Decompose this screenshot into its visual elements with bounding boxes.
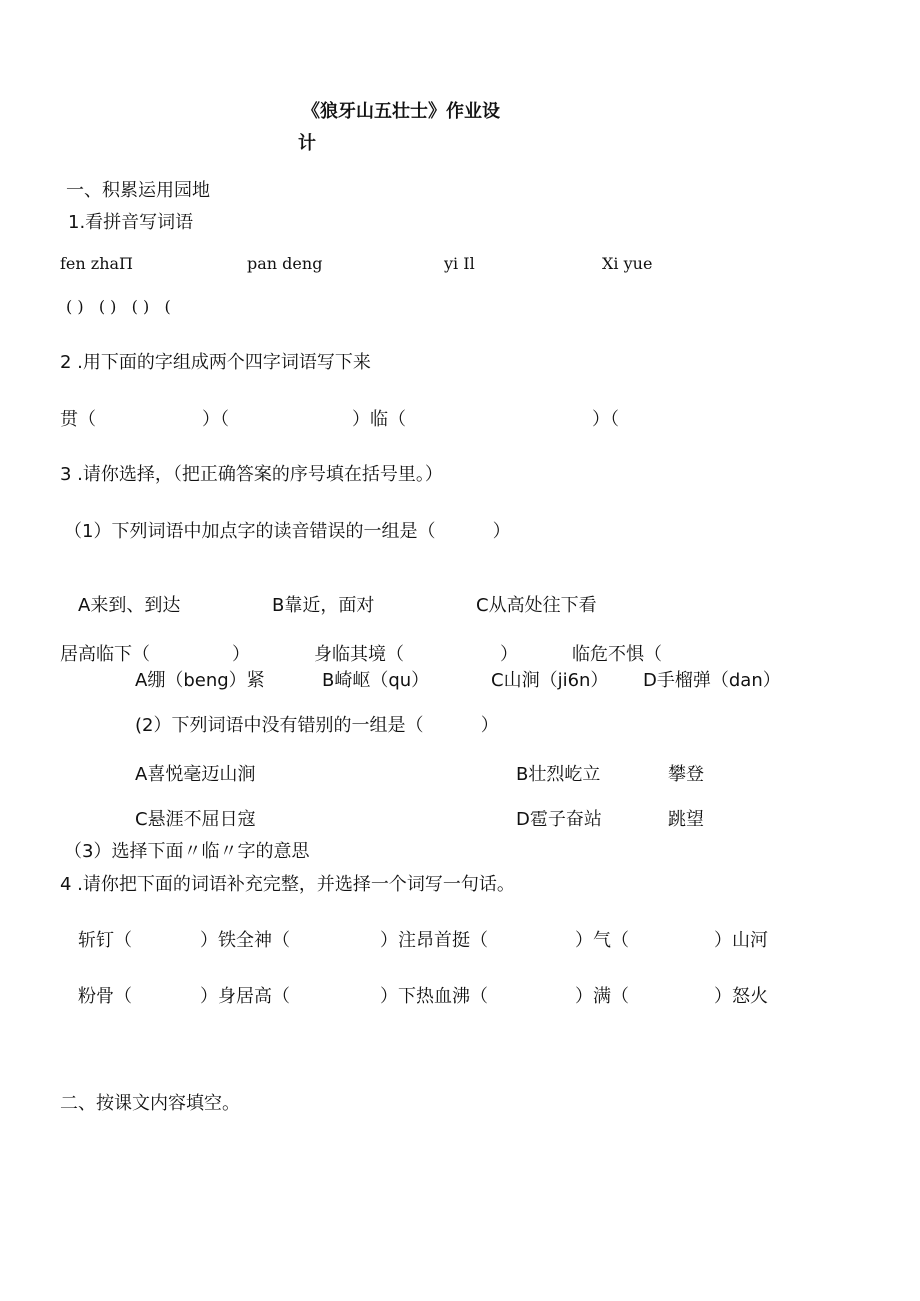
question-1-label: 1.看拼音写词语 xyxy=(68,212,194,233)
page-title-continued: 计 xyxy=(298,133,316,154)
q3-sub3-question: （3）选择下面〃临〃字的意思 xyxy=(64,841,310,862)
q3-word-blank-close: ） xyxy=(232,644,250,665)
q4-blank[interactable]: ）怒火 xyxy=(714,986,768,1007)
q2-blank[interactable]: 贯（ xyxy=(60,409,96,430)
pinyin-answer-blanks[interactable]: ( ) ( ) ( ) ( xyxy=(66,297,171,316)
q3-sub2-option-a: A喜悦毫迈山涧 xyxy=(135,764,256,785)
q3-sub1-option-b: B靠近，面对 xyxy=(272,595,375,616)
q3-choice-c: C山涧（ji6n） xyxy=(491,670,609,691)
q3-sub2-option-b-extra: 攀登 xyxy=(668,764,704,785)
section-heading-2: 二、按课文内容填空。 xyxy=(60,1093,240,1114)
q4-blank[interactable]: ）注昂首挺（ xyxy=(380,930,488,951)
q4-blank[interactable]: ）铁全神（ xyxy=(200,930,290,951)
q4-blank[interactable]: 斩钉（ xyxy=(78,930,132,951)
q3-choice-b: B崎岖（qu） xyxy=(322,670,430,691)
q3-sub2-option-d-extra: 跳望 xyxy=(668,809,704,830)
q3-word-blank[interactable]: 居高临下（ xyxy=(60,644,150,665)
q3-word-blank[interactable]: 身临其境（ xyxy=(314,644,404,665)
q3-sub2-option-c: C悬涯不屈日寇 xyxy=(135,809,256,830)
section-heading-1: 一、积累运用园地 xyxy=(66,180,210,201)
pinyin-item: pan deng xyxy=(247,254,323,273)
q3-choice-d: D手榴弹（dan） xyxy=(643,670,781,691)
q3-sub1-option-c: C从高处往下看 xyxy=(476,595,597,616)
q3-choice-a: A绷（beng）紧 xyxy=(135,670,265,691)
q3-sub1-option-a: A来到、到达 xyxy=(78,595,181,616)
question-4-label: 4 .请你把下面的词语补充完整，并选择一个词写一句话。 xyxy=(60,874,515,895)
question-2-label: 2 .用下面的字组成两个四字词语写下来 xyxy=(60,352,371,373)
q4-blank[interactable]: ）满（ xyxy=(575,986,629,1007)
q3-sub1-question: （1）下列词语中加点字的读音错误的一组是（ ） xyxy=(64,521,511,542)
q3-sub2-option-d: D雹子奋站 xyxy=(516,809,602,830)
question-3-label: 3 .请你选择，（把正确答案的序号填在括号里。） xyxy=(60,464,443,485)
q4-blank[interactable]: ）山河 xyxy=(714,930,768,951)
pinyin-item: fen zhaΠ xyxy=(60,254,134,273)
q2-blank[interactable]: ）临（ xyxy=(352,409,406,430)
q3-word-blank-close: ） xyxy=(500,644,518,665)
page-title: 《狼牙山五壮士》作业设 xyxy=(302,101,500,122)
q4-blank[interactable]: ）气（ xyxy=(575,930,629,951)
q3-sub2-question: (2）下列词语中没有错别的一组是（ ） xyxy=(135,715,499,736)
q2-blank[interactable]: ）（ xyxy=(592,409,619,430)
q4-blank[interactable]: ）身居高（ xyxy=(200,986,290,1007)
q2-blank[interactable]: ）（ xyxy=(202,409,229,430)
pinyin-item: Xi yue xyxy=(602,254,653,273)
q4-blank[interactable]: ）下热血沸（ xyxy=(380,986,488,1007)
q4-blank[interactable]: 粉骨（ xyxy=(78,986,132,1007)
pinyin-item: yi Il xyxy=(444,254,475,273)
q3-word-blank[interactable]: 临危不惧（ xyxy=(572,644,662,665)
q3-sub2-option-b: B壮烈屹立 xyxy=(516,764,601,785)
